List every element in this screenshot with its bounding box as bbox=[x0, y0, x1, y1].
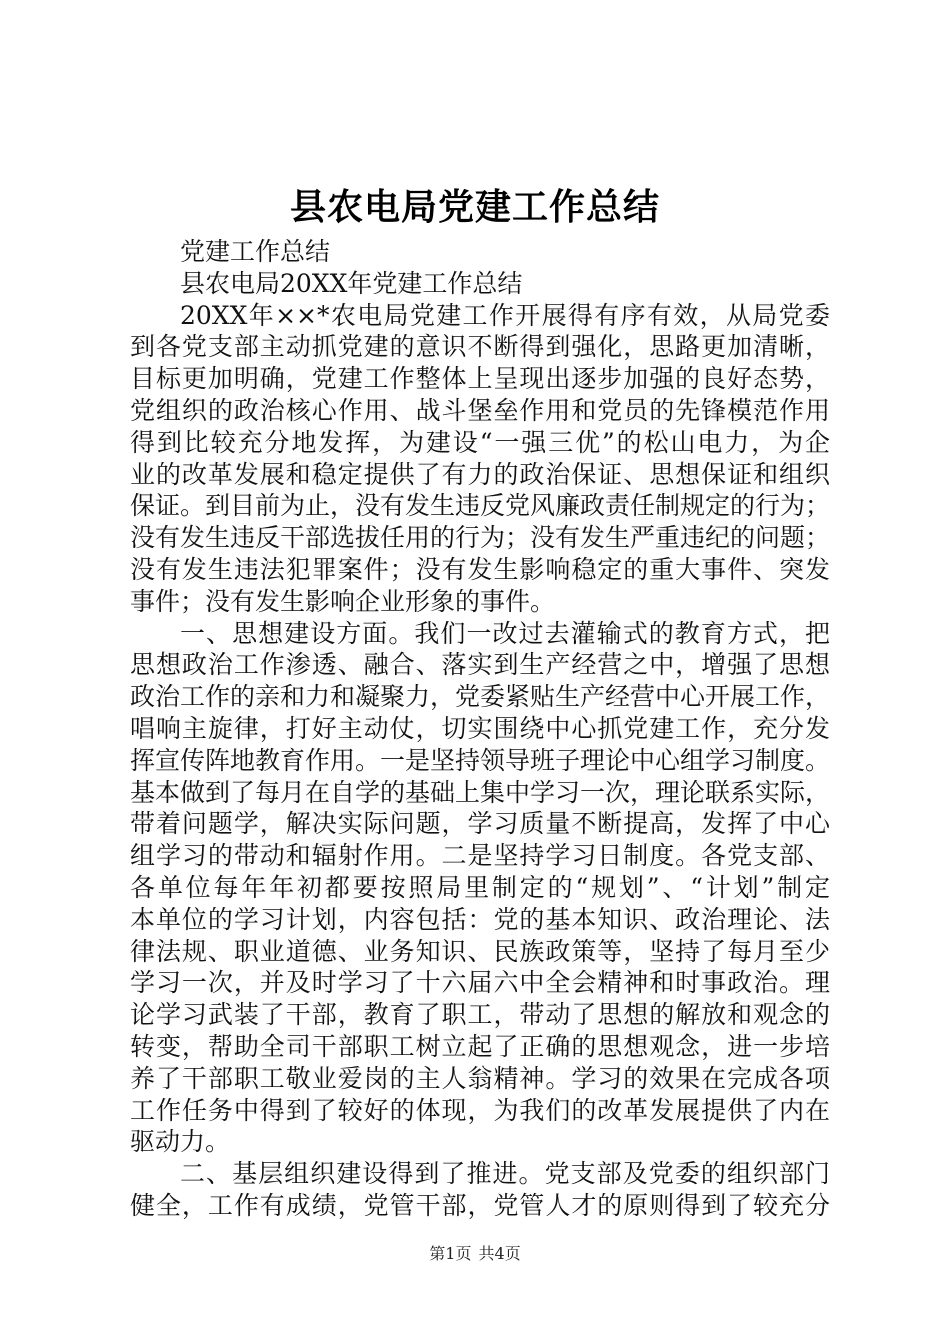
body-line: 到各党支部主动抓党建的意识不断得到强化，思路更加清晰， bbox=[130, 332, 830, 362]
body-line: 唱响主旋律，打好主动仗，切实围绕中心抓党建工作，充分发 bbox=[130, 713, 830, 743]
body-line: 业的改革发展和稳定提供了有力的政治保证、思想保证和组织 bbox=[130, 459, 830, 489]
body-line: 驱动力。 bbox=[130, 1127, 231, 1157]
body-line: 党建工作总结 bbox=[180, 237, 331, 266]
body-line: 党组织的政治核心作用、战斗堡垒作用和党员的先锋模范作用 bbox=[130, 395, 830, 425]
document-title: 县农电局党建工作总结 bbox=[289, 187, 660, 228]
body-line: 基本做到了每月在自学的基础上集中学习一次，理论联系实际， bbox=[130, 777, 830, 807]
body-line: 20XX年××*农电局党建工作开展得有序有效，从局党委 bbox=[180, 300, 830, 330]
body-line: 二、基层组织建设得到了推进。党支部及党委的组织部门 bbox=[180, 1159, 830, 1189]
body-line: 本单位的学习计划，内容包括：党的基本知识、政治理论、法 bbox=[130, 904, 830, 934]
body-line: 学习一次，并及时学习了十六届六中全会精神和时事政治。理 bbox=[130, 968, 830, 998]
body-line: 挥宣传阵地教育作用。一是坚持领导班子理论中心组学习制度。 bbox=[130, 745, 830, 775]
body-line: 健全，工作有成绩，党管干部，党管人才的原则得到了较充分 bbox=[130, 1190, 830, 1220]
body-line: 带着问题学，解决实际问题，学习质量不断提高，发挥了中心 bbox=[130, 809, 830, 839]
body-line: 保证。到目前为止，没有发生违反党风廉政责任制规定的行为； bbox=[130, 491, 830, 521]
body-line: 得到比较充分地发挥，为建设“一强三优”的松山电力，为企 bbox=[130, 427, 830, 457]
body-line: 组学习的带动和辐射作用。二是坚持学习日制度。各党支部、 bbox=[130, 841, 830, 871]
body-line: 没有发生违反干部选拔任用的行为；没有发生严重违纪的问题； bbox=[130, 523, 830, 553]
body-line: 律法规、职业道德、业务知识、民族政策等，坚持了每月至少 bbox=[130, 936, 830, 966]
document-body bbox=[130, 236, 830, 1222]
body-line: 政治工作的亲和力和凝聚力，党委紧贴生产经营中心开展工作， bbox=[130, 682, 830, 712]
body-line: 目标更加明确，党建工作整体上呈现出逐步加强的良好态势， bbox=[130, 364, 830, 394]
body-line: 县农电局20XX年党建工作总结 bbox=[180, 268, 523, 298]
body-line: 各单位每年年初都要按照局里制定的“规划”、“计划”制定 bbox=[130, 872, 830, 902]
body-line: 一、思想建设方面。我们一改过去灌输式的教育方式，把 bbox=[180, 618, 830, 648]
page-number-footer: 第1页 共4页 bbox=[429, 1244, 521, 1263]
body-line: 工作任务中得到了较好的体现，为我们的改革发展提供了内在 bbox=[130, 1095, 830, 1125]
body-line: 论学习武装了干部，教育了职工，带动了思想的解放和观念的 bbox=[130, 1000, 830, 1030]
body-line: 养了干部职工敬业爱岗的主人翁精神。学习的效果在完成各项 bbox=[130, 1063, 830, 1093]
body-line: 转变，帮助全司干部职工树立起了正确的思想观念，进一步培 bbox=[130, 1031, 830, 1061]
body-line: 事件；没有发生影响企业形象的事件。 bbox=[130, 586, 556, 616]
body-line: 思想政治工作渗透、融合、落实到生产经营之中，增强了思想 bbox=[130, 650, 830, 680]
body-line: 没有发生违法犯罪案件；没有发生影响稳定的重大事件、突发 bbox=[130, 554, 830, 584]
